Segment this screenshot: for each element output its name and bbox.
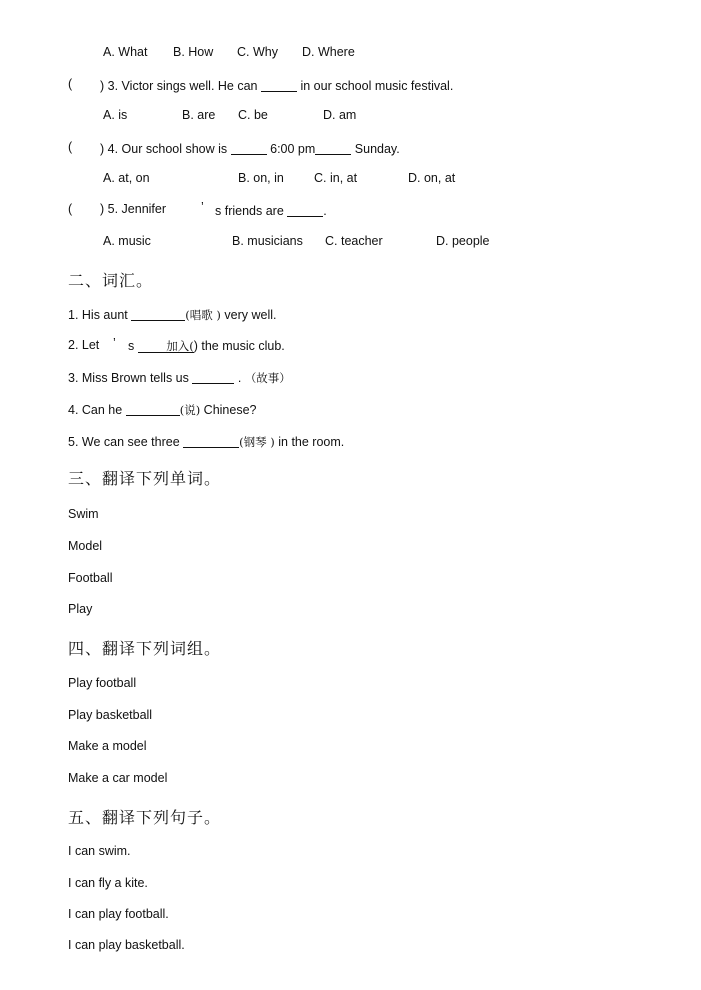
answer-blank[interactable]	[231, 142, 267, 155]
hint-text: (说)	[179, 403, 201, 417]
answer-paren-open: (	[68, 202, 73, 216]
question-text: 3. Victor sings well. He can	[107, 79, 258, 93]
question-text: 5. Jennifer	[107, 202, 167, 216]
hint-text: (唱歌 )	[185, 308, 221, 322]
word-item: Play	[68, 602, 93, 616]
sentence-item: I can swim.	[68, 844, 131, 858]
question-text: 4. Our school show is	[107, 142, 228, 156]
sentence-item: I can play football.	[68, 907, 169, 921]
vocab-item-3	[68, 369, 291, 386]
vocab-item-4	[68, 401, 257, 418]
option-a: A. at, on	[103, 171, 150, 185]
word-item: Swim	[68, 507, 99, 521]
item-text: s	[128, 339, 135, 353]
vocab-item-5	[68, 433, 344, 450]
answer-blank[interactable]	[315, 142, 351, 155]
answer-blank[interactable]	[131, 308, 185, 321]
option-a: A. music	[103, 234, 151, 248]
vocab-item-1	[68, 306, 276, 323]
phrase-item: Make a car model	[68, 771, 168, 785]
option-c: C. in, at	[314, 171, 358, 185]
question-text: .	[323, 204, 327, 218]
answer-paren-close: )	[100, 79, 105, 93]
hint-text: （故事）	[244, 371, 291, 385]
phrase-item: Play football	[68, 676, 137, 690]
item-text: very well.	[224, 308, 277, 322]
sentence-item: I can fly a kite.	[68, 876, 148, 890]
item-text: 3. Miss Brown tells us	[68, 371, 189, 385]
item-text: in the room.	[278, 435, 345, 449]
phrase-item: Play basketball	[68, 708, 153, 722]
option-d: D. am	[323, 108, 357, 122]
apostrophe: ’	[113, 336, 116, 350]
section-heading: 四、翻译下列词组。	[68, 639, 222, 658]
answer-blank[interactable]	[126, 403, 180, 416]
option-b: B. musicians	[232, 234, 303, 248]
section-heading: 五、翻译下列句子。	[68, 808, 222, 827]
question-text: 6:00 pm	[270, 142, 316, 156]
hint-text: (钢琴 )	[239, 435, 275, 449]
word-item: Model	[68, 539, 103, 553]
question-4	[100, 140, 400, 156]
answer-blank[interactable]	[261, 79, 297, 92]
apostrophe: ’	[201, 200, 204, 214]
question-text: in our school music festival.	[300, 79, 454, 93]
option-a: A. What	[103, 45, 148, 59]
answer-paren-open: (	[68, 140, 73, 154]
vocab-item-2-part2	[128, 338, 285, 353]
question-text: Sunday.	[354, 142, 400, 156]
section-heading: 三、翻译下列单词。	[68, 469, 222, 488]
answer-paren-close: )	[100, 202, 105, 216]
answer-blank[interactable]	[287, 204, 323, 217]
item-text: ) the music club.	[193, 339, 285, 353]
answer-paren-close: )	[100, 142, 105, 156]
question-3	[100, 77, 453, 93]
item-text: 5. We can see three	[68, 435, 180, 449]
phrase-item: Make a model	[68, 739, 147, 753]
option-b: B. How	[173, 45, 214, 59]
item-text: .	[237, 371, 242, 385]
option-b: B. are	[182, 108, 216, 122]
answer-paren-open: (	[68, 77, 73, 91]
answer-blank[interactable]	[183, 435, 239, 448]
item-text: 4. Can he	[68, 403, 123, 417]
option-a: A. is	[103, 108, 128, 122]
item-text: 1. His aunt	[68, 308, 128, 322]
option-c: C. be	[238, 108, 268, 122]
question-text: s friends are	[215, 204, 284, 218]
item-text: Chinese?	[203, 403, 257, 417]
answer-blank[interactable]	[138, 340, 194, 353]
word-item: Football	[68, 571, 113, 585]
option-c: C. Why	[237, 45, 278, 59]
question-5-part2	[215, 202, 327, 218]
option-d: D. Where	[302, 45, 355, 59]
vocab-item-2-part1: 2. Let	[68, 338, 100, 352]
question-5-part1	[100, 202, 166, 216]
option-b: B. on, in	[238, 171, 284, 185]
hint-text: 加入(	[166, 339, 194, 353]
section-heading: 二、词汇。	[68, 271, 154, 290]
answer-blank[interactable]	[192, 371, 234, 384]
option-d: D. people	[436, 234, 490, 248]
sentence-item: I can play basketball.	[68, 938, 185, 952]
option-c: C. teacher	[325, 234, 383, 248]
option-d: D. on, at	[408, 171, 456, 185]
